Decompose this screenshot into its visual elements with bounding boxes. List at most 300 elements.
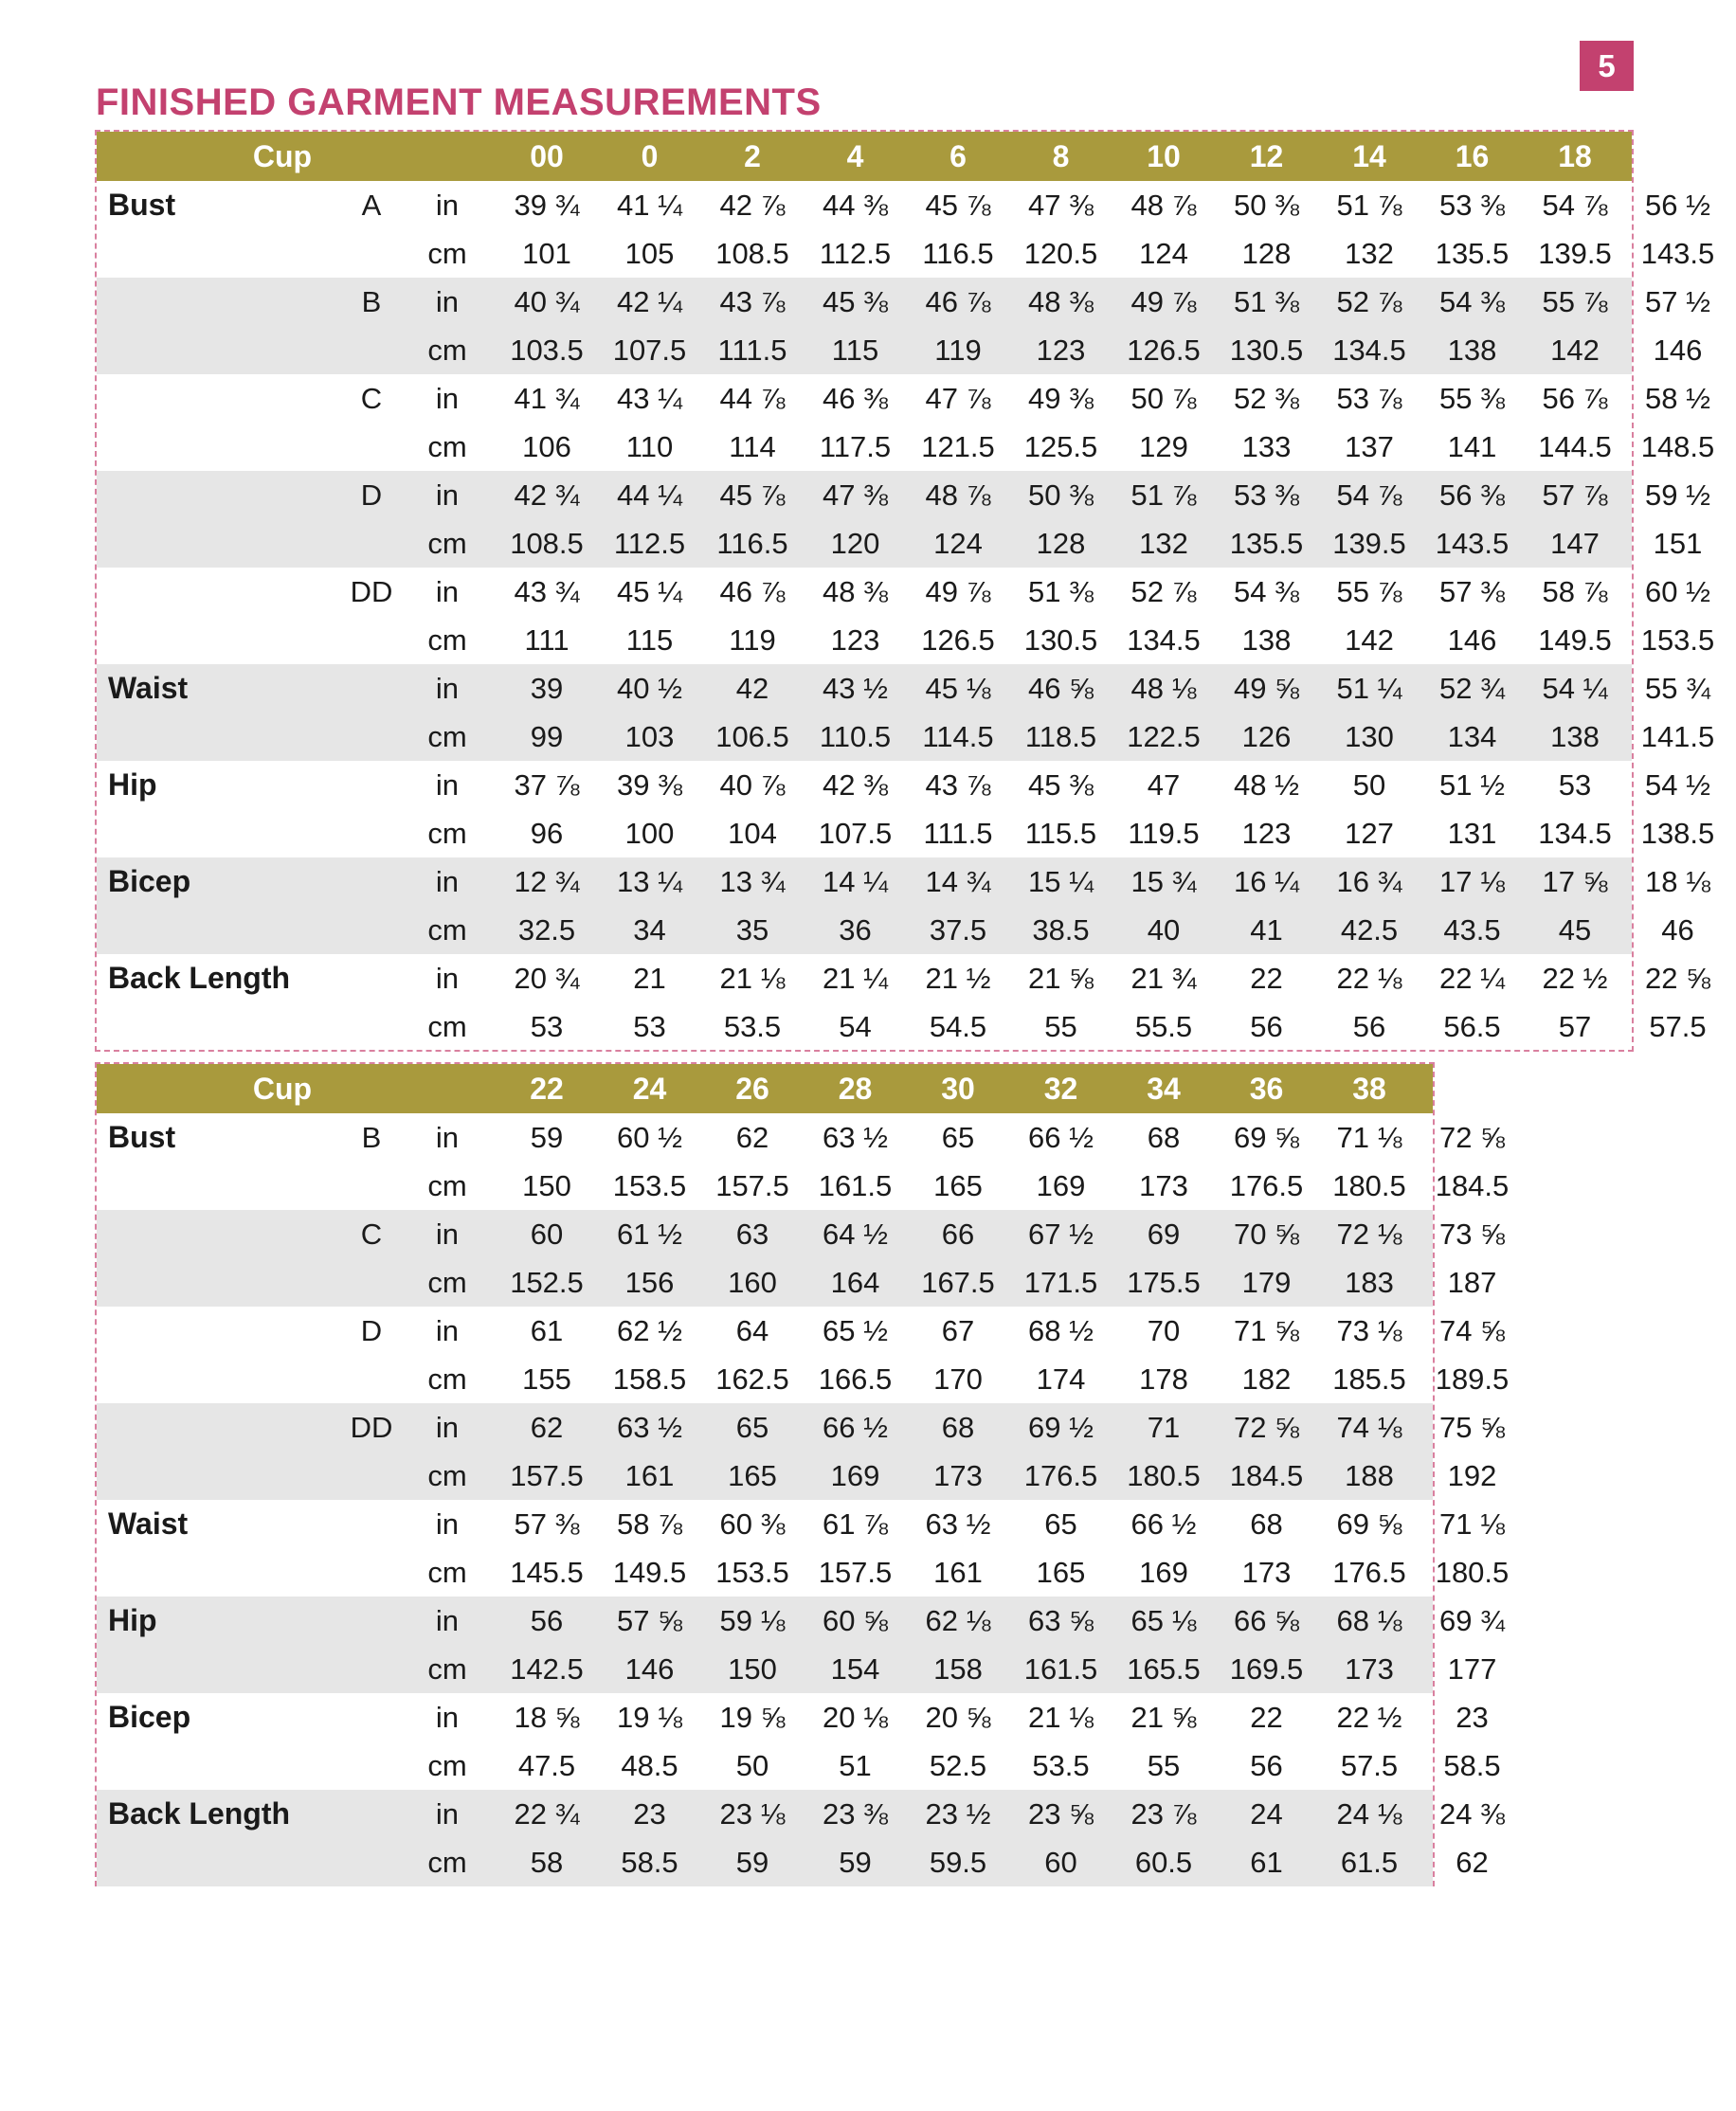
measurement-value: 161 bbox=[933, 1556, 983, 1589]
measurement-value: 182 bbox=[1241, 1362, 1292, 1396]
measurement-value: 170 bbox=[933, 1362, 983, 1396]
measurement-value: 134.5 bbox=[1538, 817, 1612, 850]
measurement-value: 153.5 bbox=[1640, 623, 1715, 657]
measurement-value: 54 ⅜ bbox=[1439, 285, 1505, 318]
unit-label: cm bbox=[427, 1652, 467, 1686]
measurement-value: 123 bbox=[830, 623, 880, 657]
measurement-value: 42 ¾ bbox=[514, 478, 580, 512]
measurement-value: 176.5 bbox=[1023, 1459, 1098, 1492]
measurement-value: 24 ⅜ bbox=[1439, 1797, 1505, 1831]
measurement-value: 50 bbox=[1352, 768, 1386, 802]
measurement-value: 21 ¼ bbox=[823, 962, 888, 995]
measurement-value: 21 ⅛ bbox=[719, 962, 786, 995]
measurement-value: 143.5 bbox=[1640, 237, 1715, 270]
measurement-value: 71 ⅛ bbox=[1439, 1507, 1505, 1541]
measurement-value: 63 bbox=[735, 1218, 769, 1251]
measurement-value: 74 ⅛ bbox=[1336, 1411, 1402, 1444]
measurement-value: 58 ½ bbox=[1645, 382, 1710, 415]
measurement-value: 61 bbox=[530, 1314, 564, 1347]
measurement-value: 111.5 bbox=[717, 334, 787, 367]
measurement-value: 65 ½ bbox=[823, 1314, 888, 1347]
measurement-value: 24 ⅛ bbox=[1336, 1797, 1402, 1831]
measurement-value: 162.5 bbox=[715, 1362, 789, 1396]
measurement-value: 53.5 bbox=[1032, 1749, 1090, 1782]
measurement-value: 20 ⅛ bbox=[823, 1701, 888, 1734]
measurement-value: 180.5 bbox=[1127, 1459, 1201, 1492]
page-title: FINISHED GARMENT MEASUREMENTS bbox=[96, 81, 822, 123]
cup-size: D bbox=[360, 1314, 383, 1347]
measurement-value: 48 ⅜ bbox=[1028, 285, 1094, 318]
measurement-value: 130 bbox=[1345, 720, 1394, 753]
measurement-label: Bust bbox=[108, 188, 176, 222]
measurement-value: 49 ⅝ bbox=[1234, 672, 1299, 705]
measurement-value: 71 bbox=[1147, 1411, 1181, 1444]
measurement-value: 58.5 bbox=[1443, 1749, 1501, 1782]
measurement-value: 53 bbox=[1558, 768, 1592, 802]
measurement-value: 22 ¾ bbox=[514, 1797, 580, 1831]
measurement-value: 41 ¼ bbox=[617, 189, 682, 222]
measurement-value: 43 ⅞ bbox=[719, 285, 786, 318]
measurement-value: 57 ⅜ bbox=[514, 1507, 580, 1541]
measurement-value: 53 bbox=[633, 1010, 666, 1043]
measurement-value: 126.5 bbox=[1127, 334, 1201, 367]
cup-header: Cup bbox=[252, 139, 313, 173]
measurement-value: 43 ⅞ bbox=[925, 768, 991, 802]
unit-label: cm bbox=[427, 1362, 467, 1396]
unit-label: cm bbox=[427, 1169, 467, 1202]
measurement-value: 173 bbox=[1139, 1169, 1188, 1202]
measurement-value: 21 bbox=[633, 962, 666, 995]
measurement-value: 110.5 bbox=[819, 720, 892, 753]
size-header: 16 bbox=[1455, 139, 1490, 173]
size-header: 10 bbox=[1147, 139, 1181, 173]
measurement-value: 120 bbox=[830, 527, 880, 560]
measurement-label: Bicep bbox=[108, 1700, 191, 1734]
measurement-value: 16 ¼ bbox=[1234, 865, 1299, 898]
measurement-value: 57.5 bbox=[1649, 1010, 1707, 1043]
measurement-value: 63 ½ bbox=[823, 1121, 888, 1154]
measurement-value: 42 bbox=[735, 672, 769, 705]
unit-label: in bbox=[435, 768, 460, 802]
measurement-value: 165.5 bbox=[1127, 1652, 1201, 1686]
measurement-value: 74 ⅝ bbox=[1439, 1314, 1505, 1347]
measurement-label: Hip bbox=[108, 1603, 157, 1637]
measurement-value: 184.5 bbox=[1229, 1459, 1304, 1492]
measurement-value: 54 ⅞ bbox=[1336, 478, 1402, 512]
measurement-value: 23 ⅜ bbox=[823, 1797, 888, 1831]
measurement-value: 57 ½ bbox=[1645, 285, 1710, 318]
measurement-value: 160 bbox=[728, 1266, 777, 1299]
measurement-value: 55.5 bbox=[1134, 1010, 1193, 1043]
measurement-value: 57.5 bbox=[1340, 1749, 1399, 1782]
measurement-value: 154 bbox=[830, 1652, 880, 1686]
measurement-value: 15 ¼ bbox=[1028, 865, 1094, 898]
measurement-value: 64 bbox=[735, 1314, 769, 1347]
measurement-value: 61 ½ bbox=[617, 1218, 682, 1251]
measurement-value: 144.5 bbox=[1538, 430, 1612, 463]
measurement-value: 48 ⅞ bbox=[1130, 189, 1197, 222]
measurement-value: 51 ¼ bbox=[1336, 672, 1402, 705]
measurement-value: 124 bbox=[933, 527, 983, 560]
measurement-value: 151 bbox=[1653, 527, 1703, 560]
measurement-value: 99 bbox=[530, 720, 564, 753]
measurement-value: 72 ⅝ bbox=[1439, 1121, 1505, 1154]
measurement-value: 139.5 bbox=[1332, 527, 1406, 560]
measurement-value: 48 ⅛ bbox=[1130, 672, 1197, 705]
unit-label: in bbox=[435, 382, 460, 415]
header-row bbox=[97, 1064, 1490, 1113]
measurement-value: 185.5 bbox=[1332, 1362, 1406, 1396]
unit-label: in bbox=[435, 1797, 460, 1831]
measurement-value: 188 bbox=[1345, 1459, 1394, 1492]
measurement-value: 21 ⅝ bbox=[1028, 962, 1094, 995]
measurement-value: 119.5 bbox=[1128, 817, 1200, 850]
measurement-value: 58.5 bbox=[621, 1846, 678, 1879]
measurement-value: 60.5 bbox=[1134, 1846, 1193, 1879]
measurement-value: 153.5 bbox=[612, 1169, 687, 1202]
measurement-value: 51 ⅞ bbox=[1336, 189, 1402, 222]
measurement-value: 45 ¼ bbox=[617, 575, 682, 608]
measurement-value: 132 bbox=[1139, 527, 1188, 560]
measurement-value: 67 ½ bbox=[1028, 1218, 1094, 1251]
cup-size: C bbox=[360, 382, 383, 415]
measurement-value: 62 bbox=[1456, 1846, 1489, 1879]
measurement-value: 122.5 bbox=[1127, 720, 1201, 753]
measurement-label: Waist bbox=[108, 1507, 189, 1541]
measurement-value: 115 bbox=[831, 334, 879, 367]
measurement-value: 169 bbox=[1036, 1169, 1086, 1202]
measurement-value: 23 ½ bbox=[925, 1797, 991, 1831]
measurement-value: 24 bbox=[1250, 1797, 1283, 1831]
measurement-value: 134.5 bbox=[1127, 623, 1201, 657]
measurement-value: 46 ⅜ bbox=[823, 382, 888, 415]
measurement-value: 142.5 bbox=[510, 1652, 584, 1686]
measurement-value: 143.5 bbox=[1435, 527, 1510, 560]
measurement-value: 55 ⅞ bbox=[1542, 285, 1608, 318]
measurement-value: 161 bbox=[624, 1459, 675, 1492]
measurement-value: 47 ⅜ bbox=[1028, 189, 1094, 222]
measurement-value: 47 ⅞ bbox=[925, 382, 991, 415]
measurement-value: 46 ⅞ bbox=[925, 285, 991, 318]
measurement-value: 115 bbox=[625, 623, 674, 657]
measurement-value: 40 ½ bbox=[617, 672, 682, 705]
measurement-value: 183 bbox=[1345, 1266, 1394, 1299]
measurement-value: 56.5 bbox=[1443, 1010, 1501, 1043]
unit-label: in bbox=[435, 189, 460, 222]
measurement-value: 65 bbox=[941, 1121, 975, 1154]
measurement-value: 57 ⅞ bbox=[1542, 478, 1608, 512]
cup-size: A bbox=[361, 189, 382, 222]
measurement-value: 53.5 bbox=[723, 1010, 782, 1043]
measurement-value: 116.5 bbox=[716, 527, 788, 560]
size-header: 40 bbox=[1455, 1072, 1490, 1106]
measurement-value: 142 bbox=[1345, 623, 1394, 657]
measurement-value: 52 ¾ bbox=[1439, 672, 1505, 705]
measurement-value: 75 ⅝ bbox=[1439, 1411, 1505, 1444]
size-header: 4 bbox=[846, 139, 864, 173]
measurement-value: 17 ⅛ bbox=[1439, 865, 1505, 898]
measurement-value: 23 ⅝ bbox=[1028, 1797, 1094, 1831]
size-header: 24 bbox=[632, 1072, 667, 1106]
measurement-value: 50 ⅞ bbox=[1130, 382, 1197, 415]
measurement-value: 55 bbox=[1147, 1749, 1181, 1782]
measurement-value: 47.5 bbox=[517, 1749, 576, 1782]
measurement-value: 40 ¾ bbox=[514, 285, 580, 318]
measurement-value: 134 bbox=[1447, 720, 1497, 753]
measurement-value: 69 ⅝ bbox=[1234, 1121, 1299, 1154]
measurement-value: 54 ⅜ bbox=[1234, 575, 1299, 608]
measurement-value: 47 bbox=[1147, 768, 1181, 802]
size-header: 20 bbox=[1660, 139, 1695, 173]
measurement-value: 108.5 bbox=[715, 237, 789, 270]
cup-size: C bbox=[360, 1218, 383, 1251]
page-number: 5 bbox=[1580, 41, 1634, 91]
measurement-value: 68 bbox=[941, 1411, 975, 1444]
measurement-value: 48.5 bbox=[621, 1749, 678, 1782]
measurement-value: 138 bbox=[1447, 334, 1497, 367]
measurement-value: 167.5 bbox=[921, 1266, 995, 1299]
measurement-value: 127 bbox=[1345, 817, 1394, 850]
measurement-value: 67 bbox=[941, 1314, 975, 1347]
measurement-value: 158 bbox=[933, 1652, 983, 1686]
measurement-value: 72 ⅛ bbox=[1336, 1218, 1402, 1251]
measurement-value: 22 bbox=[1250, 1701, 1283, 1734]
measurement-value: 21 ⅝ bbox=[1130, 1701, 1197, 1734]
unit-label: cm bbox=[427, 430, 467, 463]
measurement-value: 155 bbox=[522, 1362, 571, 1396]
measurement-value: 192 bbox=[1447, 1459, 1497, 1492]
measurement-value: 69 ¾ bbox=[1439, 1604, 1505, 1637]
cup-size: B bbox=[361, 1121, 382, 1154]
measurement-value: 58 ⅞ bbox=[617, 1507, 682, 1541]
measurement-value: 73 ⅛ bbox=[1336, 1314, 1402, 1347]
measurement-value: 96 bbox=[530, 817, 564, 850]
measurement-value: 132 bbox=[1345, 237, 1394, 270]
measurement-value: 56 bbox=[1352, 1010, 1386, 1043]
measurement-value: 157.5 bbox=[818, 1556, 893, 1589]
measurement-value: 179 bbox=[1241, 1266, 1292, 1299]
unit-label: in bbox=[435, 672, 460, 705]
measurement-value: 48 ⅞ bbox=[925, 478, 991, 512]
size-header: 6 bbox=[949, 139, 967, 173]
measurement-value: 32.5 bbox=[517, 913, 576, 947]
unit-label: in bbox=[435, 285, 460, 318]
measurement-value: 158.5 bbox=[612, 1362, 687, 1396]
measurement-value: 43.5 bbox=[1443, 913, 1501, 947]
measurement-value: 174 bbox=[1036, 1362, 1086, 1396]
measurement-value: 70 ⅝ bbox=[1234, 1218, 1299, 1251]
measurement-value: 66 ½ bbox=[1130, 1507, 1197, 1541]
measurement-value: 161.5 bbox=[1023, 1652, 1098, 1686]
measurement-value: 22 ½ bbox=[1542, 962, 1608, 995]
measurement-value: 15 ¾ bbox=[1130, 865, 1197, 898]
measurement-value: 126 bbox=[1241, 720, 1292, 753]
measurement-value: 138 bbox=[1241, 623, 1292, 657]
measurement-value: 114.5 bbox=[922, 720, 994, 753]
measurement-value: 58 bbox=[530, 1846, 564, 1879]
measurement-value: 104 bbox=[728, 817, 777, 850]
unit-label: in bbox=[435, 1314, 460, 1347]
measurement-value: 149.5 bbox=[1538, 623, 1612, 657]
unit-label: in bbox=[435, 1218, 460, 1251]
measurement-value: 129 bbox=[1139, 430, 1188, 463]
measurement-value: 44 ⅜ bbox=[823, 189, 888, 222]
measurement-value: 43 ½ bbox=[823, 672, 888, 705]
measurement-value: 14 ¼ bbox=[823, 865, 888, 898]
measurement-label: Back Length bbox=[108, 961, 291, 995]
measurement-value: 18 ⅝ bbox=[514, 1701, 580, 1734]
measurement-value: 66 ⅝ bbox=[1234, 1604, 1299, 1637]
measurement-value: 180.5 bbox=[1435, 1556, 1510, 1589]
measurement-value: 21 ¾ bbox=[1130, 962, 1197, 995]
measurement-value: 60 bbox=[530, 1218, 564, 1251]
measurement-value: 21 ⅛ bbox=[1028, 1701, 1094, 1734]
measurement-value: 56 ⅞ bbox=[1542, 382, 1608, 415]
size-header: 8 bbox=[1052, 139, 1070, 173]
measurement-value: 60 ⅜ bbox=[719, 1507, 786, 1541]
measurement-value: 46 ⅞ bbox=[719, 575, 786, 608]
measurement-value: 62 bbox=[735, 1121, 769, 1154]
measurement-value: 22 bbox=[1250, 962, 1283, 995]
measurement-value: 121.5 bbox=[921, 430, 995, 463]
measurement-value: 54 ½ bbox=[1645, 768, 1710, 802]
measurement-value: 22 ½ bbox=[1336, 1701, 1402, 1734]
measurement-value: 141.5 bbox=[1640, 720, 1715, 753]
measurement-value: 22 ¼ bbox=[1439, 962, 1505, 995]
measurement-value: 184.5 bbox=[1435, 1169, 1510, 1202]
measurement-value: 175.5 bbox=[1127, 1266, 1201, 1299]
measurement-value: 35 bbox=[735, 913, 769, 947]
measurement-value: 22 ⅛ bbox=[1336, 962, 1402, 995]
measurement-value: 165 bbox=[728, 1459, 777, 1492]
measurement-value: 177 bbox=[1447, 1652, 1497, 1686]
measurement-value: 51 ⅜ bbox=[1234, 285, 1299, 318]
measurement-value: 130.5 bbox=[1023, 623, 1098, 657]
measurements-table-sizes-00-20 bbox=[95, 130, 1715, 1052]
measurement-value: 54.5 bbox=[929, 1010, 987, 1043]
cup-header: Cup bbox=[252, 1072, 313, 1106]
measurement-value: 176.5 bbox=[1332, 1556, 1406, 1589]
measurement-value: 42.5 bbox=[1340, 913, 1399, 947]
measurement-value: 13 ¾ bbox=[719, 865, 786, 898]
measurement-value: 131 bbox=[1447, 817, 1497, 850]
size-header: 26 bbox=[735, 1072, 769, 1106]
unit-label: in bbox=[435, 1121, 460, 1154]
measurement-value: 23 ⅛ bbox=[719, 1797, 786, 1831]
measurement-value: 23 bbox=[1456, 1701, 1489, 1734]
measurement-value: 39 bbox=[530, 672, 564, 705]
measurement-value: 68 ⅛ bbox=[1336, 1604, 1402, 1637]
unit-label: cm bbox=[427, 1749, 467, 1782]
measurement-value: 54 ⅞ bbox=[1542, 189, 1608, 222]
measurement-value: 138 bbox=[1550, 720, 1600, 753]
measurement-value: 14 ¾ bbox=[925, 865, 991, 898]
measurement-value: 100 bbox=[624, 817, 675, 850]
measurement-value: 59 bbox=[839, 1846, 872, 1879]
measurement-value: 53 ⅜ bbox=[1439, 189, 1505, 222]
measurement-value: 55 ⅜ bbox=[1439, 382, 1505, 415]
measurement-value: 103.5 bbox=[510, 334, 584, 367]
measurement-value: 47 ⅜ bbox=[823, 478, 888, 512]
unit-label: cm bbox=[427, 1010, 467, 1043]
measurement-value: 52 ⅞ bbox=[1130, 575, 1197, 608]
measurement-value: 62 ⅛ bbox=[925, 1604, 991, 1637]
measurement-value: 147 bbox=[1550, 527, 1600, 560]
measurement-value: 116.5 bbox=[922, 237, 994, 270]
measurement-value: 157.5 bbox=[715, 1169, 789, 1202]
measurement-value: 149.5 bbox=[612, 1556, 687, 1589]
measurement-value: 169.5 bbox=[1229, 1652, 1304, 1686]
measurement-value: 38.5 bbox=[1032, 913, 1090, 947]
measurement-value: 107.5 bbox=[818, 817, 893, 850]
measurement-value: 71 ⅝ bbox=[1234, 1314, 1299, 1347]
measurement-value: 142 bbox=[1550, 334, 1600, 367]
measurement-value: 187 bbox=[1447, 1266, 1497, 1299]
measurement-value: 65 bbox=[735, 1411, 769, 1444]
measurement-value: 45 ⅛ bbox=[925, 672, 991, 705]
measurement-value: 51 bbox=[839, 1749, 872, 1782]
measurement-value: 62 ½ bbox=[617, 1314, 682, 1347]
measurement-value: 51 ½ bbox=[1439, 768, 1505, 802]
size-header: 00 bbox=[530, 139, 564, 173]
measurement-value: 106.5 bbox=[715, 720, 789, 753]
measurement-value: 48 ⅜ bbox=[823, 575, 888, 608]
measurement-value: 118.5 bbox=[1024, 720, 1097, 753]
size-header: 30 bbox=[941, 1072, 975, 1106]
measurement-value: 60 bbox=[1044, 1846, 1077, 1879]
measurement-value: 117.5 bbox=[819, 430, 892, 463]
measurement-value: 23 ⅞ bbox=[1130, 1797, 1197, 1831]
measurement-value: 111 bbox=[524, 623, 570, 657]
measurement-value: 112.5 bbox=[819, 237, 892, 270]
measurement-value: 119 bbox=[729, 623, 776, 657]
size-header: 22 bbox=[530, 1072, 564, 1106]
measurement-value: 105 bbox=[624, 237, 675, 270]
measurement-value: 12 ¾ bbox=[514, 865, 580, 898]
measurement-value: 41 ¾ bbox=[514, 382, 580, 415]
size-header: 28 bbox=[838, 1072, 873, 1106]
measurement-value: 72 ⅝ bbox=[1234, 1411, 1299, 1444]
measurement-value: 173 bbox=[1345, 1652, 1394, 1686]
measurement-value: 171.5 bbox=[1023, 1266, 1098, 1299]
measurement-value: 107.5 bbox=[612, 334, 687, 367]
measurement-value: 146 bbox=[624, 1652, 675, 1686]
unit-label: cm bbox=[427, 913, 467, 947]
measurement-value: 21 ½ bbox=[925, 962, 991, 995]
measurement-value: 110 bbox=[625, 430, 674, 463]
unit-label: cm bbox=[427, 817, 467, 850]
size-header: 2 bbox=[744, 139, 761, 173]
measurement-value: 169 bbox=[830, 1459, 880, 1492]
measurement-value: 51 ⅜ bbox=[1028, 575, 1094, 608]
measurement-value: 189.5 bbox=[1435, 1362, 1510, 1396]
measurement-value: 49 ⅜ bbox=[1028, 382, 1094, 415]
measurement-value: 139.5 bbox=[1538, 237, 1612, 270]
measurement-value: 135.5 bbox=[1229, 527, 1304, 560]
measurement-value: 59 bbox=[735, 1846, 769, 1879]
cup-size: DD bbox=[350, 1411, 393, 1444]
measurement-value: 50 bbox=[735, 1749, 769, 1782]
measurement-value: 52 ⅜ bbox=[1234, 382, 1299, 415]
measurement-value: 51 ⅞ bbox=[1130, 478, 1197, 512]
measurement-value: 133 bbox=[1241, 430, 1292, 463]
size-header: 14 bbox=[1352, 139, 1386, 173]
measurement-value: 123 bbox=[1036, 334, 1086, 367]
measurement-value: 125.5 bbox=[1023, 430, 1098, 463]
measurement-value: 59 ½ bbox=[1645, 478, 1710, 512]
cup-size: D bbox=[360, 478, 383, 512]
measurement-value: 16 ¾ bbox=[1336, 865, 1402, 898]
